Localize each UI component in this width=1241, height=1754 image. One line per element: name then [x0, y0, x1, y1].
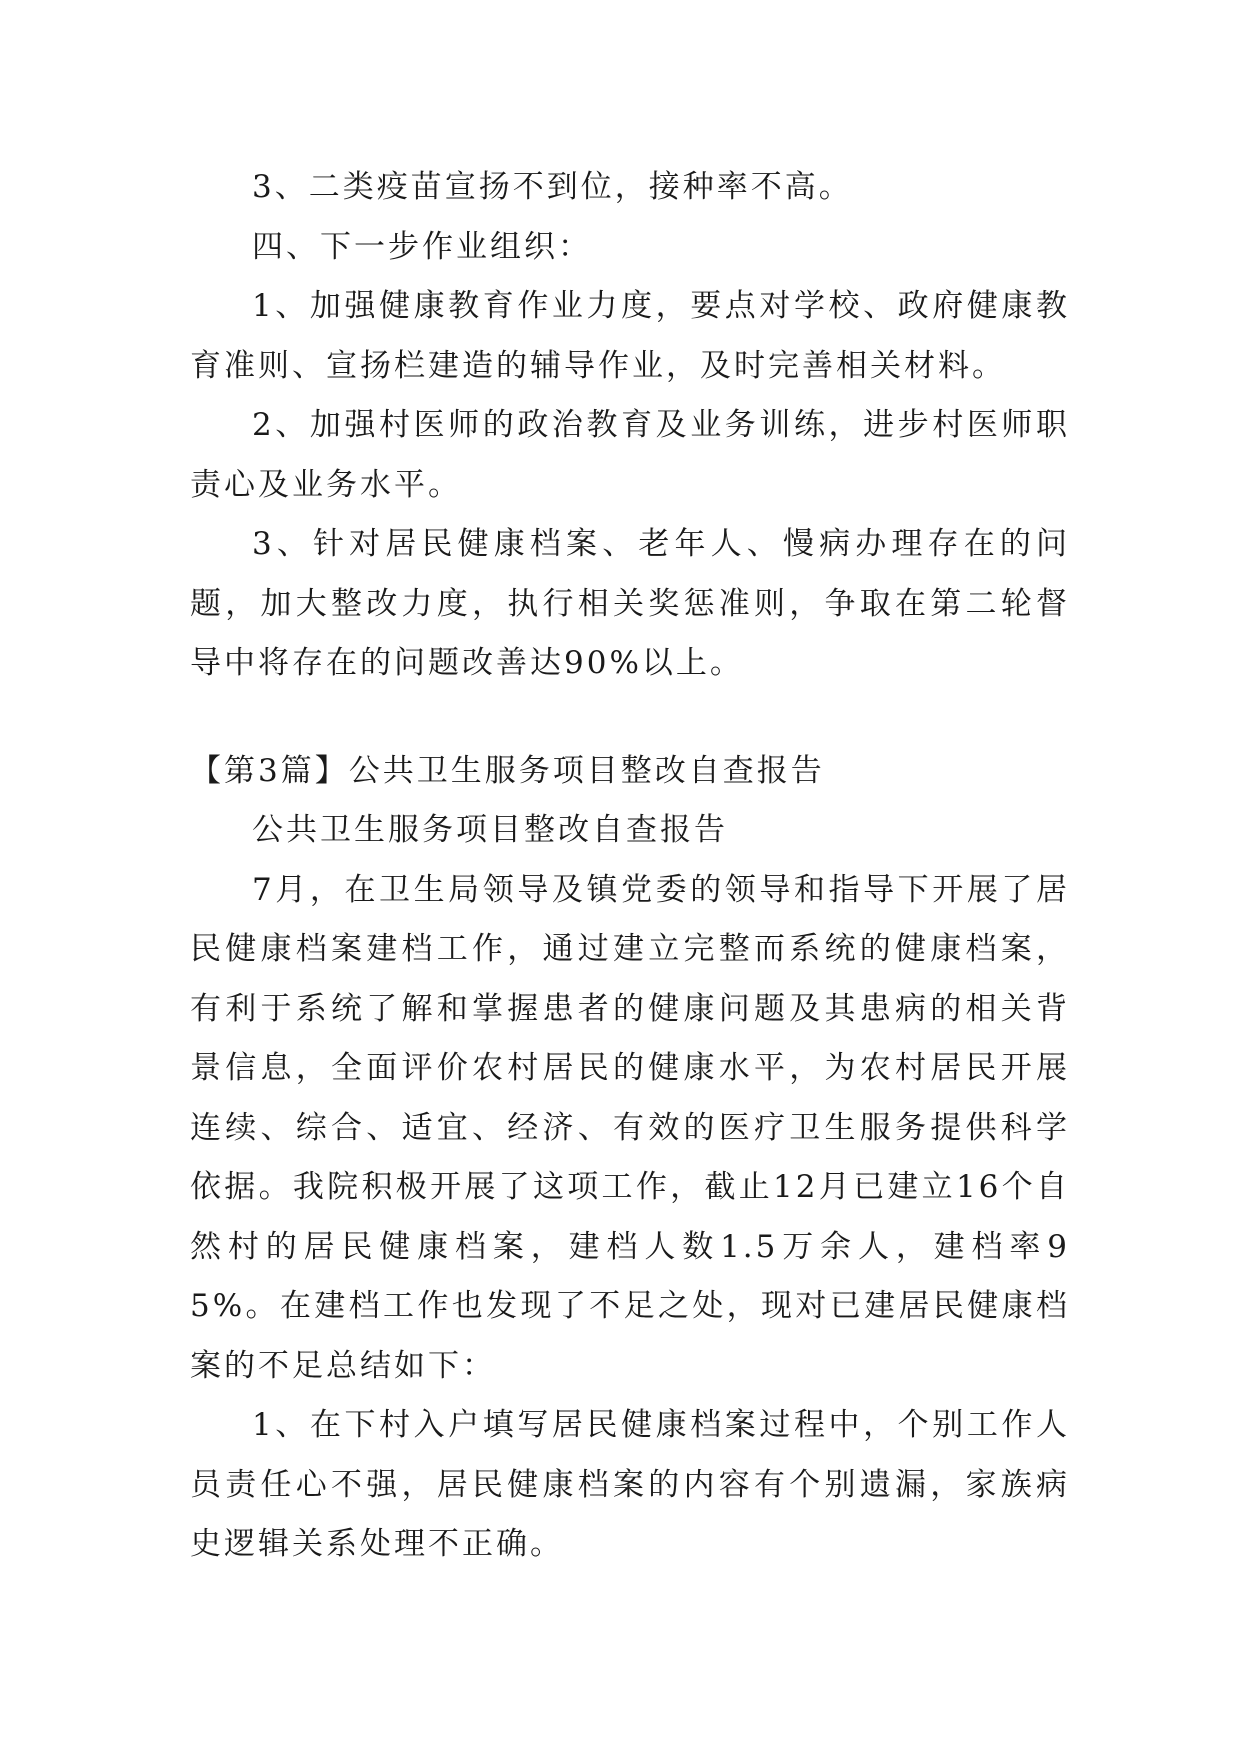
paragraph-health-education: 1、加强健康教育作业力度，要点对学校、政府健康教育准则、宣扬栏建造的辅导作业，及时完善相关材料。 [190, 288, 1070, 384]
section-heading-next-steps: 四、下一步作业组织： [252, 228, 592, 265]
paragraph-village-doctor-training: 2、加强村医师的政治教育及业务训练，进步村医师职责心及业务水平。 [190, 407, 1070, 503]
paragraph-shortcoming-1: 1、在下村入户填写居民健康档案过程中，个别工作人员责任心不强，居民健康档案的内容有个别遗漏，家族病史逻辑关系处理不正确。 [190, 1407, 1070, 1562]
document-page [190, 158, 1070, 1575]
paragraph-vaccine-issue: 3、二类疫苗宣扬不到位，接种率不高。 [252, 169, 853, 205]
article-title: 公共卫生服务项目整改自查报告 [252, 812, 728, 848]
article-heading: 【第3篇】公共卫生服务项目整改自查报告 [190, 752, 825, 789]
paragraph-rectification: 3、针对居民健康档案、老年人、慢病办理存在的问题，加大整改力度，执行相关奖惩准则，争取在第二轮督导中将存在的问题改善达90%以上。 [190, 526, 1070, 681]
paragraph-health-records-intro: 7月，在卫生局领导及镇党委的领导和指导下开展了居民健康档案建档工作，通过建立完整而系统的健康档案，有利于系统了解和掌握患者的健康问题及其患病的相关背景信息，全面评价农村居民的健康水平，为农村居民开展连续、综合、适宜、经济、有效的医疗卫生服务提供科学依据。我院积极开展了这项工作，截止12月已建立16个自然村的居民健康档案，建档人数1.5万余人，建档率95%。在建档工作也发现了不足之处，现对已建居民健康档案的不足总结如下： [190, 871, 1070, 1384]
